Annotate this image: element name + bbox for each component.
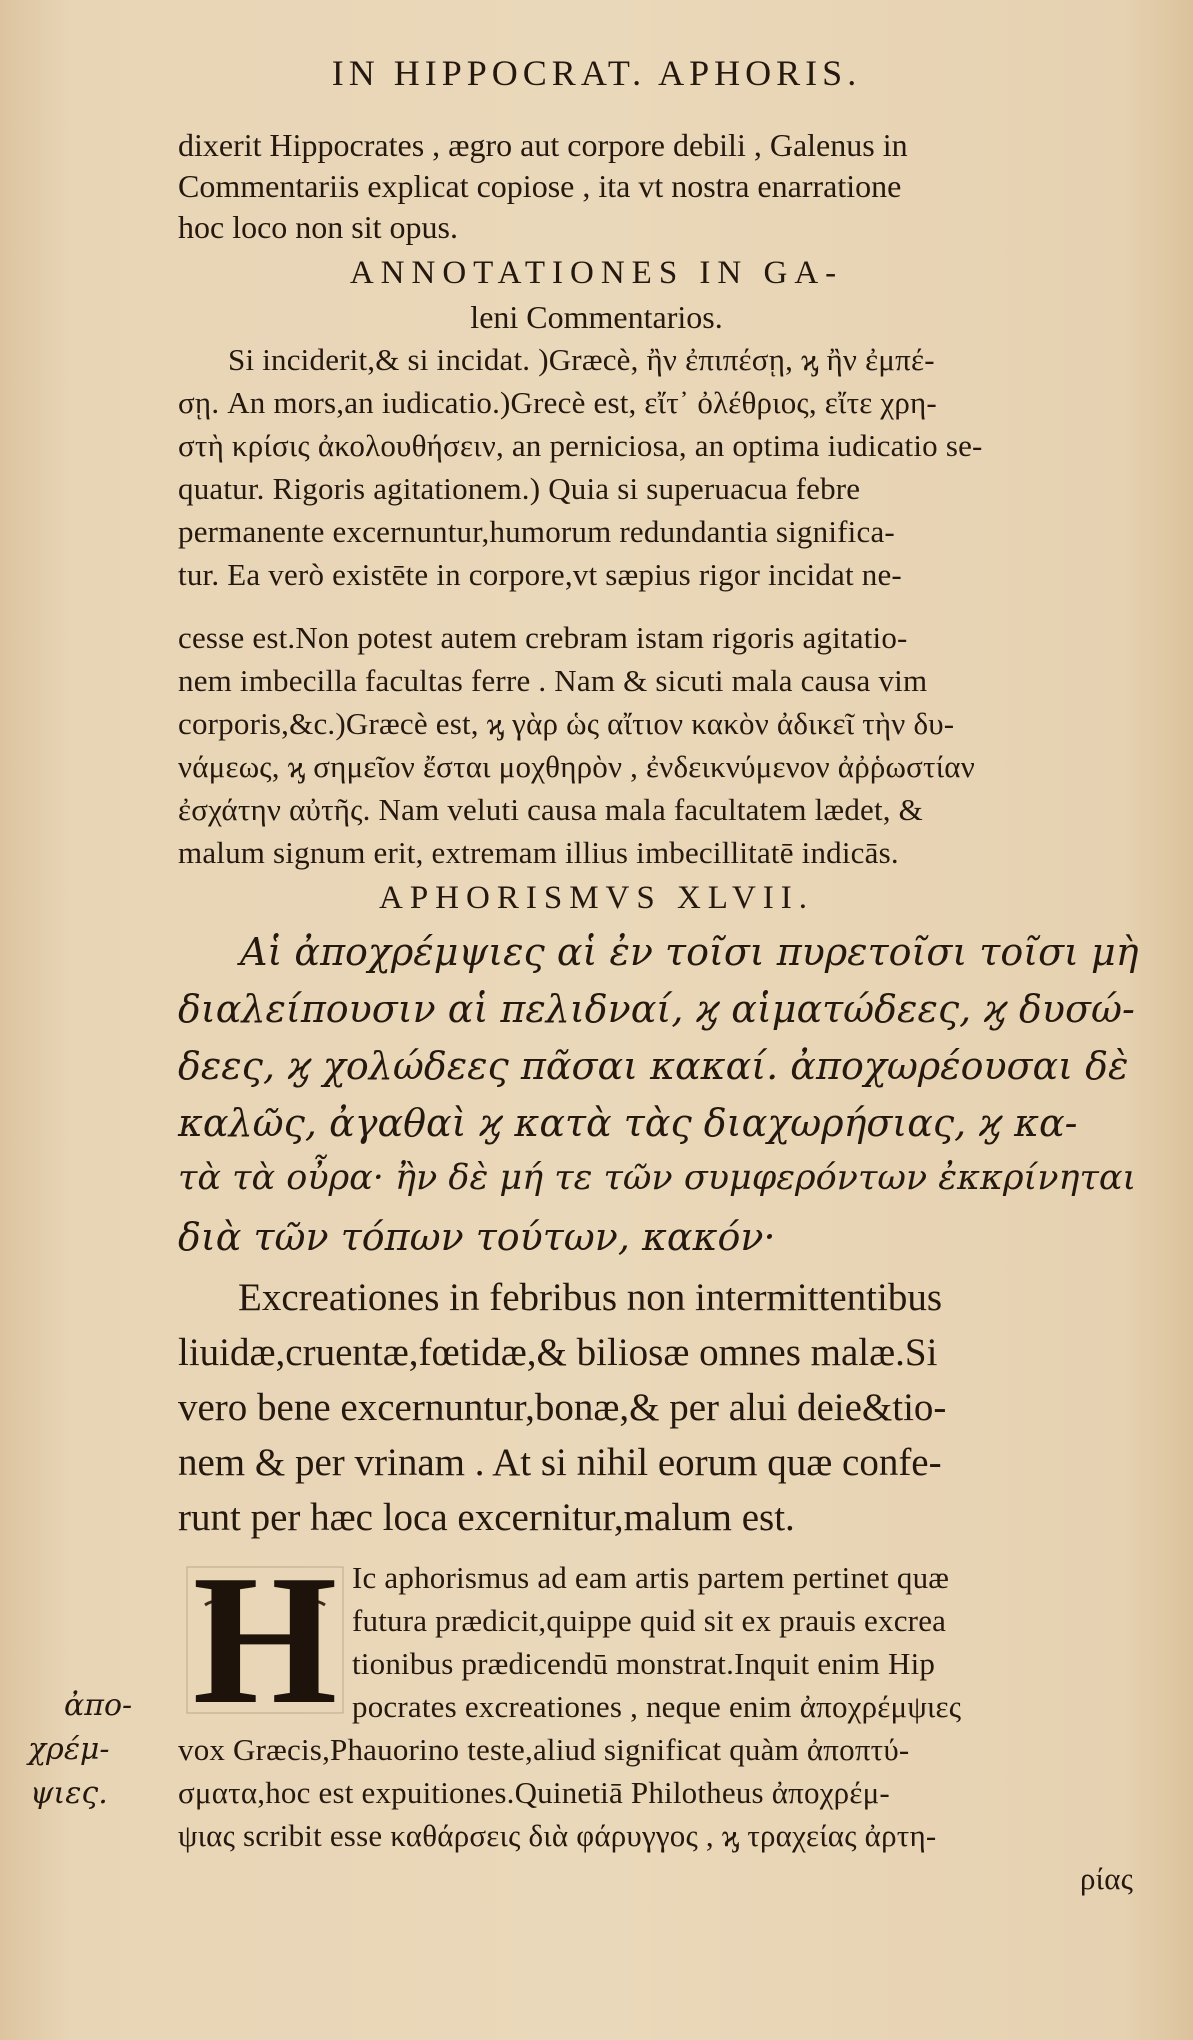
margin-note-line: χρέμ- — [28, 1732, 110, 1767]
aphorism-latin-line: nem & per vrinam . At si nihil eorum quæ confe- — [178, 1441, 942, 1484]
annotation-line: Si inciderit,& si incidat. )Græcè, ἢν ἐπιπέσῃ, ϗ ἢν ἐμπέ- — [228, 342, 935, 377]
drop-cap-letter: H — [192, 1537, 338, 1743]
aphorism-greek-line: καλῶς, ἀγαθαὶ ϗ κατὰ τὰς διαχωρήσιας, ϗ κα- — [178, 1101, 1078, 1145]
intro-line: Commentariis explicat copiose , ita vt nostra enarratione — [178, 168, 902, 204]
drop-cap-initial — [185, 1537, 345, 1743]
intro-line: hoc loco non sit opus. — [178, 209, 458, 245]
aphorism-latin-line: liuidæ,cruentæ,fœtidæ,& biliosæ omnes malæ.Si — [178, 1331, 938, 1374]
running-title: IN HIPPOCRAT. APHORIS. — [331, 53, 862, 93]
commentary-line: futura prædicit,quippe quid sit ex prauis excrea — [352, 1603, 947, 1638]
aphorism-greek-line: δεες, ϗ χολώδεες πᾶσαι κακαί. ἀποχωρέουσαι δὲ — [178, 1044, 1129, 1088]
annotation-line: ἐσχάτην αὐτῆς. Nam veluti causa mala facultatem lædet, & — [178, 792, 923, 827]
commentary-line: σματα,hoc est expuitiones.Quinetiā Philotheus ἀποχρέμ- — [178, 1775, 890, 1810]
annotation-line: corporis,&c.)Græcè est, ϗ γὰρ ὡς αἴτιον κακὸν ἀδικεῖ τὴν δυ- — [178, 706, 955, 741]
intro-line: dixerit Hippocrates , ægro aut corpore debili , Galenus in — [178, 127, 908, 163]
commentary-line: tionibus prædicendū monstrat.Inquit enim Hip — [352, 1646, 936, 1681]
annotations-subheading: leni Commentarios. — [470, 299, 723, 335]
annotation-line: nem imbecilla facultas ferre . Nam & sicuti mala causa vim — [178, 663, 928, 698]
annotation-line: quatur. Rigoris agitationem.) Quia si superuacua febre — [178, 471, 861, 506]
aphorism-greek-line: διαλείπουσιν αἱ πελιδναί, ϗ αἱματώδεες, ϗ δυσώ- — [178, 987, 1135, 1031]
commentary-line: ψιας scribit esse καθάρσεις διὰ φάρυγγος , ϗ τραχείας ἀρτη- — [178, 1818, 937, 1853]
annotations-heading: ANNOTATIONES IN GA- — [349, 255, 844, 291]
commentary-line: pocrates excreationes , neque enim ἀποχρέμψιες — [352, 1689, 962, 1724]
commentary-line: Ic aphorismus ad eam artis partem pertinet quæ — [352, 1560, 950, 1595]
annotation-line: permanente excernuntur,humorum redundantia significa- — [178, 514, 895, 549]
annotation-line: malum signum erit, extremam illius imbecillitatē indicās. — [178, 835, 899, 870]
annotation-line: cesse est.Non potest autem crebram istam rigoris agitatio- — [178, 620, 908, 655]
annotation-line: tur. Ea verò existēte in corpore,vt sæpius rigor incidat ne- — [178, 557, 902, 592]
annotation-line: σῃ. An mors,an iudicatio.)Grecè est, εἴτ᾽ ὀλέθριος, εἴτε χρη- — [178, 385, 937, 420]
aphorism-greek-line: τὰ τὰ οὖρα· ἢν δὲ μή τε τῶν συμφερόντων ἐκκρίνηται — [178, 1158, 1137, 1198]
catchword: ρίας — [1080, 1861, 1134, 1896]
annotation-line: νάμεως, ϗ σημεῖον ἔσται μοχθηρὸν , ἐνδεικνύμενον ἀῤῥωστίαν — [178, 749, 975, 784]
aphorism-latin-line: vero bene excernuntur,bonæ,& per alui deie&tio- — [178, 1386, 947, 1429]
commentary-line: vox Græcis,Phauorino teste,aliud significat quàm ἀποπτύ- — [178, 1732, 910, 1767]
aphorism-greek-line: Αἱ ἀποχρέμψιες αἱ ἐν τοῖσι πυρετοῖσι τοῖσι μὴ — [240, 930, 1139, 974]
aphorism-latin-line: runt per hæc loca excernitur,malum est. — [178, 1496, 795, 1539]
aphorism-heading: APHORISMVS XLVII. — [379, 880, 814, 916]
annotation-line: στὴ κρίσις ἀκολουθήσειν, an perniciosa, an optima iudicatio se- — [178, 428, 983, 463]
margin-note-line: ἀπο- — [64, 1688, 133, 1723]
aphorism-latin-line: Excreationes in febribus non intermittentibus — [238, 1276, 942, 1319]
aphorism-greek-line: διὰ τῶν τόπων τούτων, κακόν· — [178, 1215, 776, 1259]
margin-note-line: ψιες. — [30, 1776, 108, 1811]
